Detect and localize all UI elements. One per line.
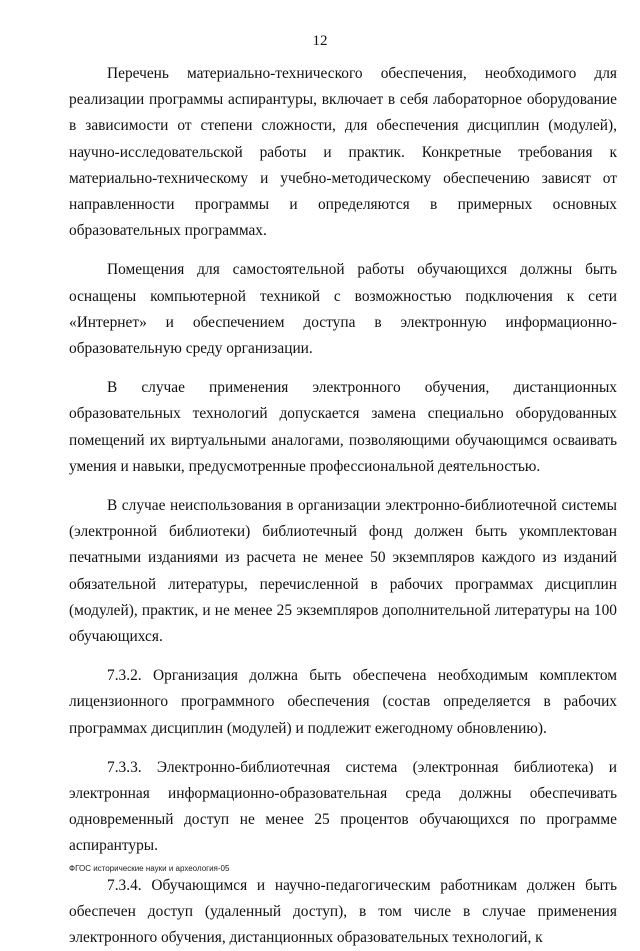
page-number: 12 [312, 33, 328, 49]
paragraph-e-learning: В случае применения электронного обучения, дистанционных образовательных технологий допускается замена специально оборудованных помещений их виртуальными аналогами, позволяющими обучающимся осваивать умения и навыки, предусмотренные профессиональной деятельностью. [69, 379, 617, 475]
paragraph-library-fund: В случае неиспользования в организации электронно-библиотечной системы (электронной библиотеки) библиотечный фонд должен быть укомплектован печатными изданиями из расчета не менее 50 экземпляров каждого из изданий обязательной литературы, перечисленной в рабочих программах дисциплин (модулей), практик, и не менее 25 экземпляров дополнительной литературы на 100 обучающихся. [69, 497, 617, 646]
body-text [69, 61, 617, 951]
paragraph-material-equipment: Перечень материально-технического обеспечения, необходимого для реализации программы аспирантуры, включает в себя лабораторное оборудование в зависимости от степени сложности, для обеспечения дисциплин (модулей), научно-исследовательской работы и практик. Конкретные требования к материально-техническому и учебно-методическому обеспечению зависят от направленности программы и определяются в примерных основных образовательных программах. [69, 65, 617, 240]
page-footer: ФГОС исторические науки и археология-05 [69, 864, 230, 873]
paragraph-7-3-4: 7.3.4. Обучающимся и научно-педагогическим работникам должен быть обеспечен доступ (удаленный доступ), в том числе в случае применения электронного обучения, дистанционных образовательных технологий, к [69, 876, 617, 947]
paragraph-7-3-3: 7.3.3. Электронно-библиотечная система (электронная библиотека) и электронная информационно-образовательная среда должны обеспечивать одновременный доступ не менее 25 процентов обучающихся по программе аспирантуры. [69, 758, 617, 855]
paragraph-7-3-2: 7.3.2. Организация должна быть обеспечена необходимым комплектом лицензионного программного обеспечения (состав определяется в рабочих программах дисциплин (модулей) и подлежит ежегодному обновлению). [69, 667, 617, 737]
paragraph-self-study-rooms: Помещения для самостоятельной работы обучающихся должны быть оснащены компьютерной техникой с возможностью подключения к сети «Интернет» и обеспечением доступа в электронную информационно-образовательную среду организации. [69, 261, 617, 358]
